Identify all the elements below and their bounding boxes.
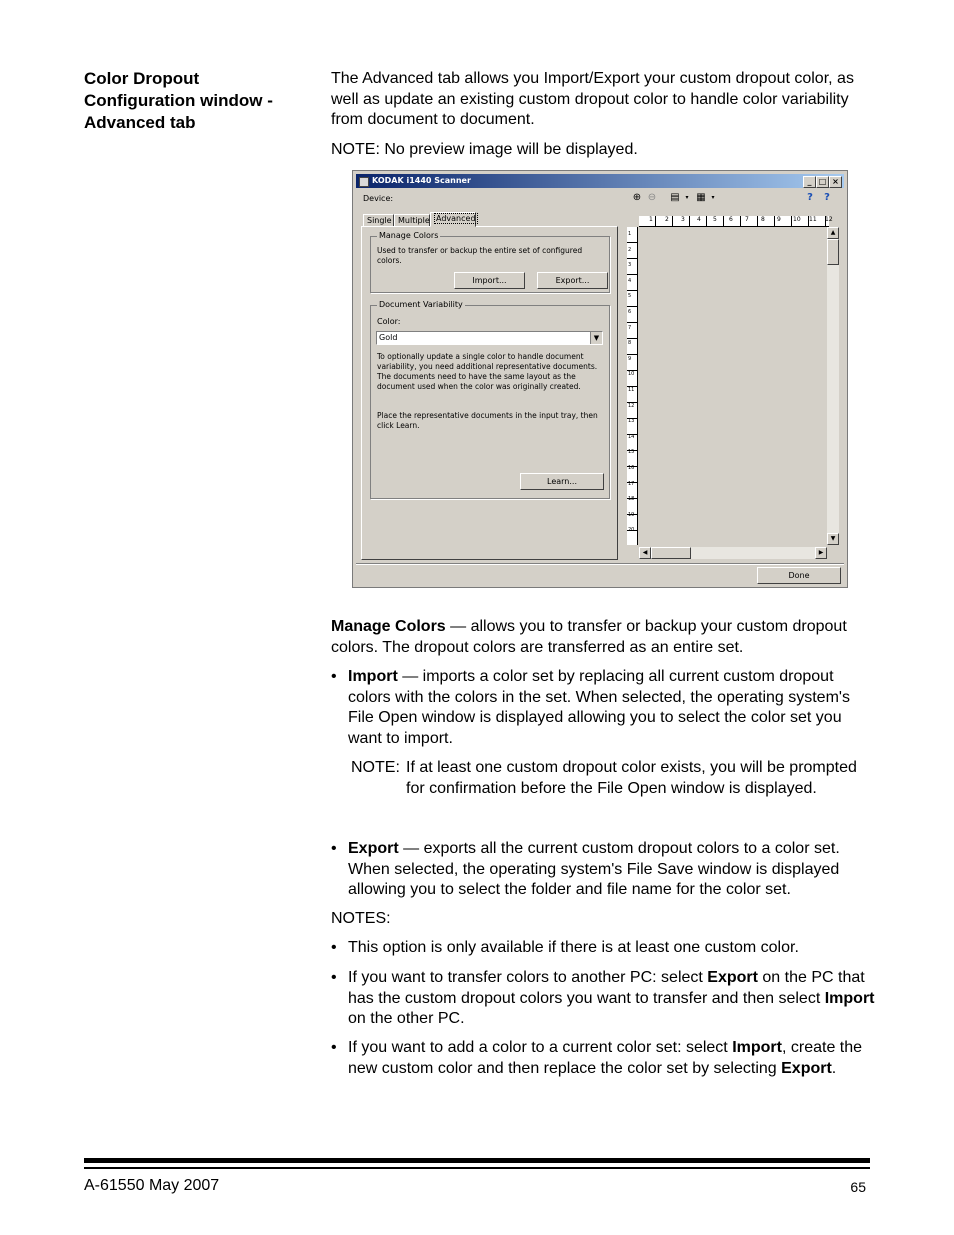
scanner-window-screenshot <box>352 170 848 588</box>
scroll-up-icon[interactable]: ▲ <box>827 227 839 239</box>
intro-note: NOTE: No preview image will be displayed. <box>331 141 638 158</box>
ruler-number: 19 <box>628 511 635 518</box>
notes-item: • If you want to add a color to a current color set: select Import, create the new custom color and then replace the color set by selecting Export. <box>331 1039 863 1077</box>
ruler-number: 5 <box>628 293 632 300</box>
window-titlebar <box>356 174 844 188</box>
variability-description: To optionally update a single color to handle document variability, you need additional representative documents. The documents need to have the same layout as the document used when the color was originally created. <box>377 352 598 391</box>
ruler-number: 2 <box>665 216 669 223</box>
document-variability-group <box>370 300 610 499</box>
ruler-number: 3 <box>628 262 632 269</box>
document-variability-title: Document Variability <box>379 300 463 309</box>
ruler-number: 11 <box>809 216 817 223</box>
scroll-down-icon[interactable]: ▼ <box>827 533 839 545</box>
ruler-number: 10 <box>793 216 801 223</box>
maximize-icon[interactable]: □ <box>816 176 829 188</box>
bullet-dot: • <box>331 1039 337 1056</box>
manage-colors-group <box>370 231 610 293</box>
bullet-dot: • <box>331 969 337 986</box>
color-label: Color: <box>377 317 401 326</box>
ruler-number: 8 <box>761 216 765 223</box>
ruler-number: 18 <box>628 496 635 503</box>
ruler-number: 10 <box>628 371 635 378</box>
ruler-number: 16 <box>628 465 635 471</box>
section-heading-line: Color Dropout <box>84 69 200 88</box>
ruler-number: 11 <box>628 387 635 393</box>
scroll-thumb[interactable] <box>827 239 839 265</box>
scroll-right-icon[interactable]: ▶ <box>815 547 827 559</box>
advanced-tab-panel <box>361 226 618 560</box>
app-icon <box>359 177 369 187</box>
scroll-left-icon[interactable]: ◀ <box>639 547 651 559</box>
page-number: 65 <box>850 1179 866 1195</box>
ruler-number: 4 <box>697 216 701 223</box>
window-title: KODAK i1440 Scanner <box>372 176 471 185</box>
device-label: Device: <box>363 194 394 203</box>
ruler-number: 7 <box>745 216 749 223</box>
vertical-scrollbar[interactable] <box>827 227 839 545</box>
import-button[interactable]: Import... <box>454 272 525 289</box>
ruler-number: 6 <box>729 216 733 223</box>
import-bullet: • Import — imports a color set by replacing all current custom dropout colors with the colors in the set. When selected, the operating system's File Open window is displayed allowing you to select the color set you want to import. <box>331 668 850 747</box>
chevron-down-icon[interactable]: ▼ <box>590 332 602 344</box>
ruler-number: 7 <box>628 324 632 331</box>
scroll-thumb[interactable] <box>651 547 691 559</box>
section-heading <box>84 68 314 134</box>
chevron-down-icon[interactable]: ▾ <box>711 194 715 201</box>
preview-area <box>639 227 842 561</box>
ruler-number: 4 <box>628 277 632 284</box>
variability-instructions: Place the representative documents in the input tray, then click Learn. <box>377 411 598 430</box>
close-icon[interactable]: × <box>829 176 842 188</box>
bullet-dot: • <box>331 668 337 685</box>
ruler-number: 15 <box>628 449 635 456</box>
preview-options-icon[interactable]: ▤ <box>670 192 680 203</box>
zoom-out-icon[interactable]: ⊖ <box>647 192 657 203</box>
ruler-number: 6 <box>628 309 632 315</box>
ruler-number: 9 <box>628 355 632 362</box>
bullet-dot: • <box>331 840 337 857</box>
manage-colors-paragraph: Manage Colors — allows you to transfer or backup your custom dropout colors. The dropout colors are transferred as an entire set. <box>331 618 847 656</box>
export-bullet: • Export — exports all the current custom dropout colors to a color set. When selected, the operating system's File Save window is displayed allowing you to select the folder and file name for the color set. <box>331 840 840 898</box>
ruler-number: 5 <box>713 216 717 223</box>
ruler-number: 3 <box>681 216 685 223</box>
ruler-number: 1 <box>628 231 632 237</box>
user-help-icon[interactable]: ? <box>807 192 813 203</box>
chevron-down-icon[interactable]: ▾ <box>685 194 689 201</box>
ruler-number: 14 <box>628 433 635 440</box>
learn-button[interactable]: Learn... <box>520 473 604 490</box>
minimize-icon[interactable]: _ <box>803 176 816 188</box>
divider <box>356 563 844 565</box>
ruler-number: 13 <box>628 418 635 425</box>
manage-colors-description: Used to transfer or backup the entire set of configured colors. <box>377 246 583 265</box>
import-note: NOTE: If at least one custom dropout color exists, you will be prompted for confirmation before the File Open window is displayed. <box>351 759 857 797</box>
notes-label: NOTES: <box>331 910 391 927</box>
ruler-number: 12 <box>825 216 833 223</box>
document-id: A-61550 May 2007 <box>84 1177 220 1194</box>
ruler-number: 9 <box>777 216 781 223</box>
ruler-number: 20 <box>628 527 635 534</box>
notes-item: • This option is only available if there is at least one custom color. <box>331 938 876 959</box>
ruler-number: 1 <box>649 216 653 223</box>
tab-multiple[interactable]: Multiple <box>394 214 430 227</box>
bullet-dot: • <box>331 939 337 956</box>
horizontal-scrollbar[interactable] <box>639 547 827 559</box>
export-button[interactable]: Export... <box>537 272 608 289</box>
section-heading-line: Advanced tab <box>84 113 196 132</box>
intro-paragraph: The Advanced tab allows you Import/Export your custom dropout color, as well as update an existing custom dropout color to handle color variability from document to document. <box>331 70 854 128</box>
ruler-number: 8 <box>628 340 632 347</box>
notes-item: • If you want to transfer colors to another PC: select Export on the PC that has the custom dropout colors you want to transfer and then select Import on the other PC. <box>331 969 875 1027</box>
color-select[interactable]: Gold ▼ <box>376 331 603 345</box>
ruler-number: 2 <box>628 246 632 253</box>
help-icon[interactable]: ? <box>824 192 830 203</box>
zoom-in-icon[interactable]: ⊕ <box>632 192 642 203</box>
ruler-number: 12 <box>628 402 635 409</box>
tab-advanced[interactable]: Advanced <box>430 212 476 227</box>
footer-rule <box>84 1158 870 1163</box>
footer-rule <box>84 1167 870 1169</box>
manage-colors-title: Manage Colors <box>379 231 439 240</box>
tab-single[interactable]: Single <box>363 214 394 227</box>
ruler-number: 17 <box>628 480 635 487</box>
page-layout-icon[interactable]: ▦ <box>696 192 706 203</box>
done-button[interactable]: Done <box>757 567 841 584</box>
section-heading-line: Configuration window - <box>84 91 273 110</box>
